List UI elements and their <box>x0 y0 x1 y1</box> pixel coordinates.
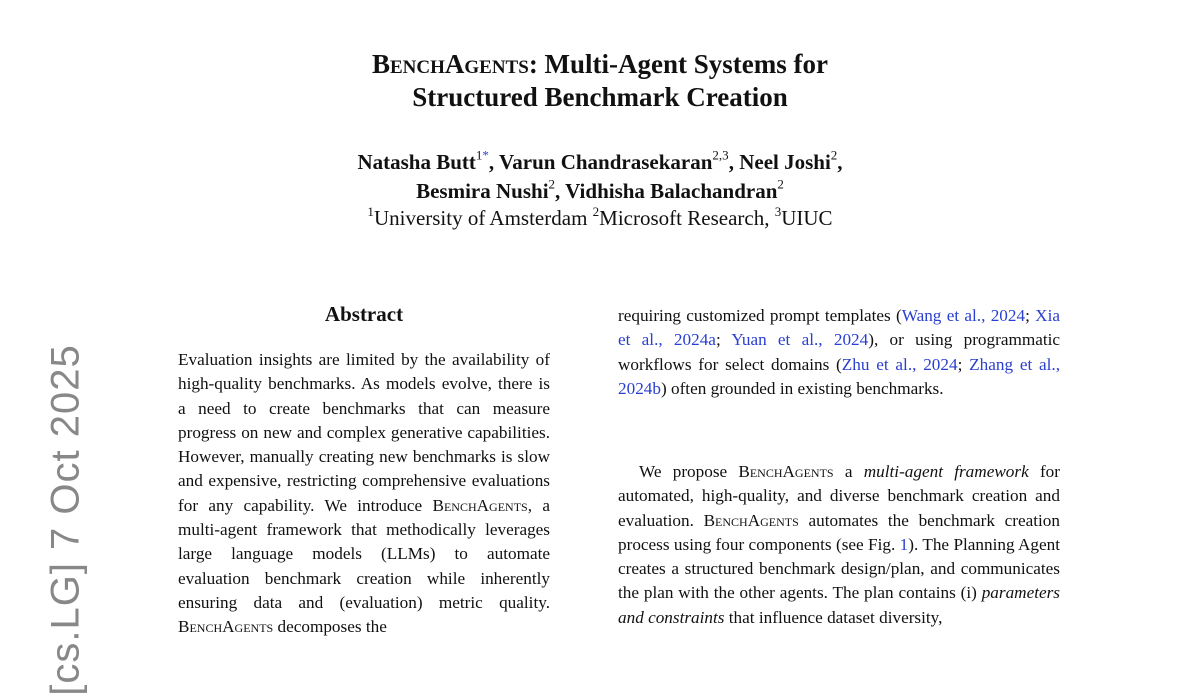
body-text: ), or using programmatic workflows for select domains ( <box>618 330 1061 374</box>
author-affil-sup: 1 <box>475 147 483 163</box>
citation-link[interactable]: Xia et al., 2024a <box>618 306 1060 350</box>
system-name: BenchAgents <box>738 462 834 481</box>
body-text: for automated, high-quality, and diverse benchmark creation and evaluation. <box>618 462 1060 530</box>
emphasis-text: parameters and constraints <box>618 583 1060 627</box>
author-affil-sup: 2 <box>777 176 784 192</box>
body-text: that influence dataset diversity, <box>724 607 943 627</box>
author-affil-sup: 2,3 <box>712 147 729 163</box>
citation-link[interactable]: Wang et al., 2024 <box>901 306 1026 325</box>
body-text: a <box>833 462 864 481</box>
title-system-name: BenchAgents <box>371 49 529 79</box>
body-text: ; <box>957 354 970 374</box>
author-affil-sup: 2 <box>830 147 838 163</box>
figure-ref-link[interactable]: 1 <box>899 534 909 554</box>
affil-name: Microsoft Research, <box>599 206 775 230</box>
affil-sup: 2 <box>592 203 600 219</box>
citation-link[interactable]: Yuan et al., 2024 <box>731 330 869 350</box>
body-text: requiring customized prompt templates ( <box>618 306 902 325</box>
body-text: automates the benchmark creation process using four components (see Fig. <box>618 510 1060 554</box>
paper-title <box>0 48 1200 114</box>
abstract-text-part: , a multi-agent framework that methodically leverages large language models (LLMs) to automate evaluation benchmark creation while inherently ensuring data and (evaluation) metric quality. <box>178 495 550 612</box>
system-name: BenchAgents <box>432 495 528 515</box>
intro-paragraph-continued <box>618 304 1060 401</box>
author-name: Neel Joshi <box>739 150 831 174</box>
abstract-heading: Abstract <box>324 302 404 326</box>
abstract-text <box>178 348 550 640</box>
system-name: BenchAgents <box>178 617 274 637</box>
title-line2: Structured Benchmark Creation <box>412 82 788 112</box>
body-text: ; <box>715 330 732 350</box>
body-text: ). The Planning Agent creates a structured benchmark design/plan, and communicates the plan with the other agents. The plan contains (i) <box>618 534 1060 603</box>
abstract-text-part: decomposes the <box>273 617 387 637</box>
emphasis-text: multi-agent framework <box>863 462 1029 481</box>
intro-paragraph <box>618 460 1060 630</box>
abstract-text-part: Evaluation insights are limited by the availability of high-quality benchmarks. As models evolve, there is a need to create benchmarks that can measure progress on new and complex generative capabilities. However, manually creating new benchmarks is slow and expensive, restricting comprehensive evaluations for any capability. We introduce <box>178 350 550 515</box>
affil-name: University of Amsterdam <box>373 206 593 230</box>
affil-sup: 3 <box>774 203 782 219</box>
author-name: Natasha Butt <box>357 150 476 174</box>
author-name: Vidhisha Balachandran <box>565 179 778 203</box>
author-affil-sup: 2 <box>548 176 556 192</box>
affil-name: UIUC <box>781 206 833 230</box>
system-name: BenchAgents <box>703 510 799 530</box>
affil-sup: 1 <box>367 203 374 219</box>
author-name: Varun Chandrasekaran <box>499 150 713 174</box>
arxiv-side-stamp: [cs.LG] 7 Oct 2025 <box>43 344 88 696</box>
citation-link[interactable]: Zhu et al., 2024 <box>841 354 958 374</box>
citation-link[interactable]: Zhang et al., 2024b <box>618 354 1061 398</box>
body-text: ) often grounded in existing benchmarks. <box>660 378 944 398</box>
author-list: Natasha Butt$^{1*}$, Varun Chandrasekaran$^{2,3}$, Neel Joshi$^2$, Besmira Nushi$^2$, Vidhisha Balachandran$^2$ <box>357 147 843 203</box>
affiliations <box>0 204 1200 232</box>
body-text: We propose <box>639 462 739 481</box>
corresponding-star: * <box>482 147 489 163</box>
body-text: ; <box>1025 306 1036 325</box>
author-name: Besmira Nushi <box>416 179 549 203</box>
title-line1-rest: : Multi-Agent Systems for <box>528 49 829 79</box>
